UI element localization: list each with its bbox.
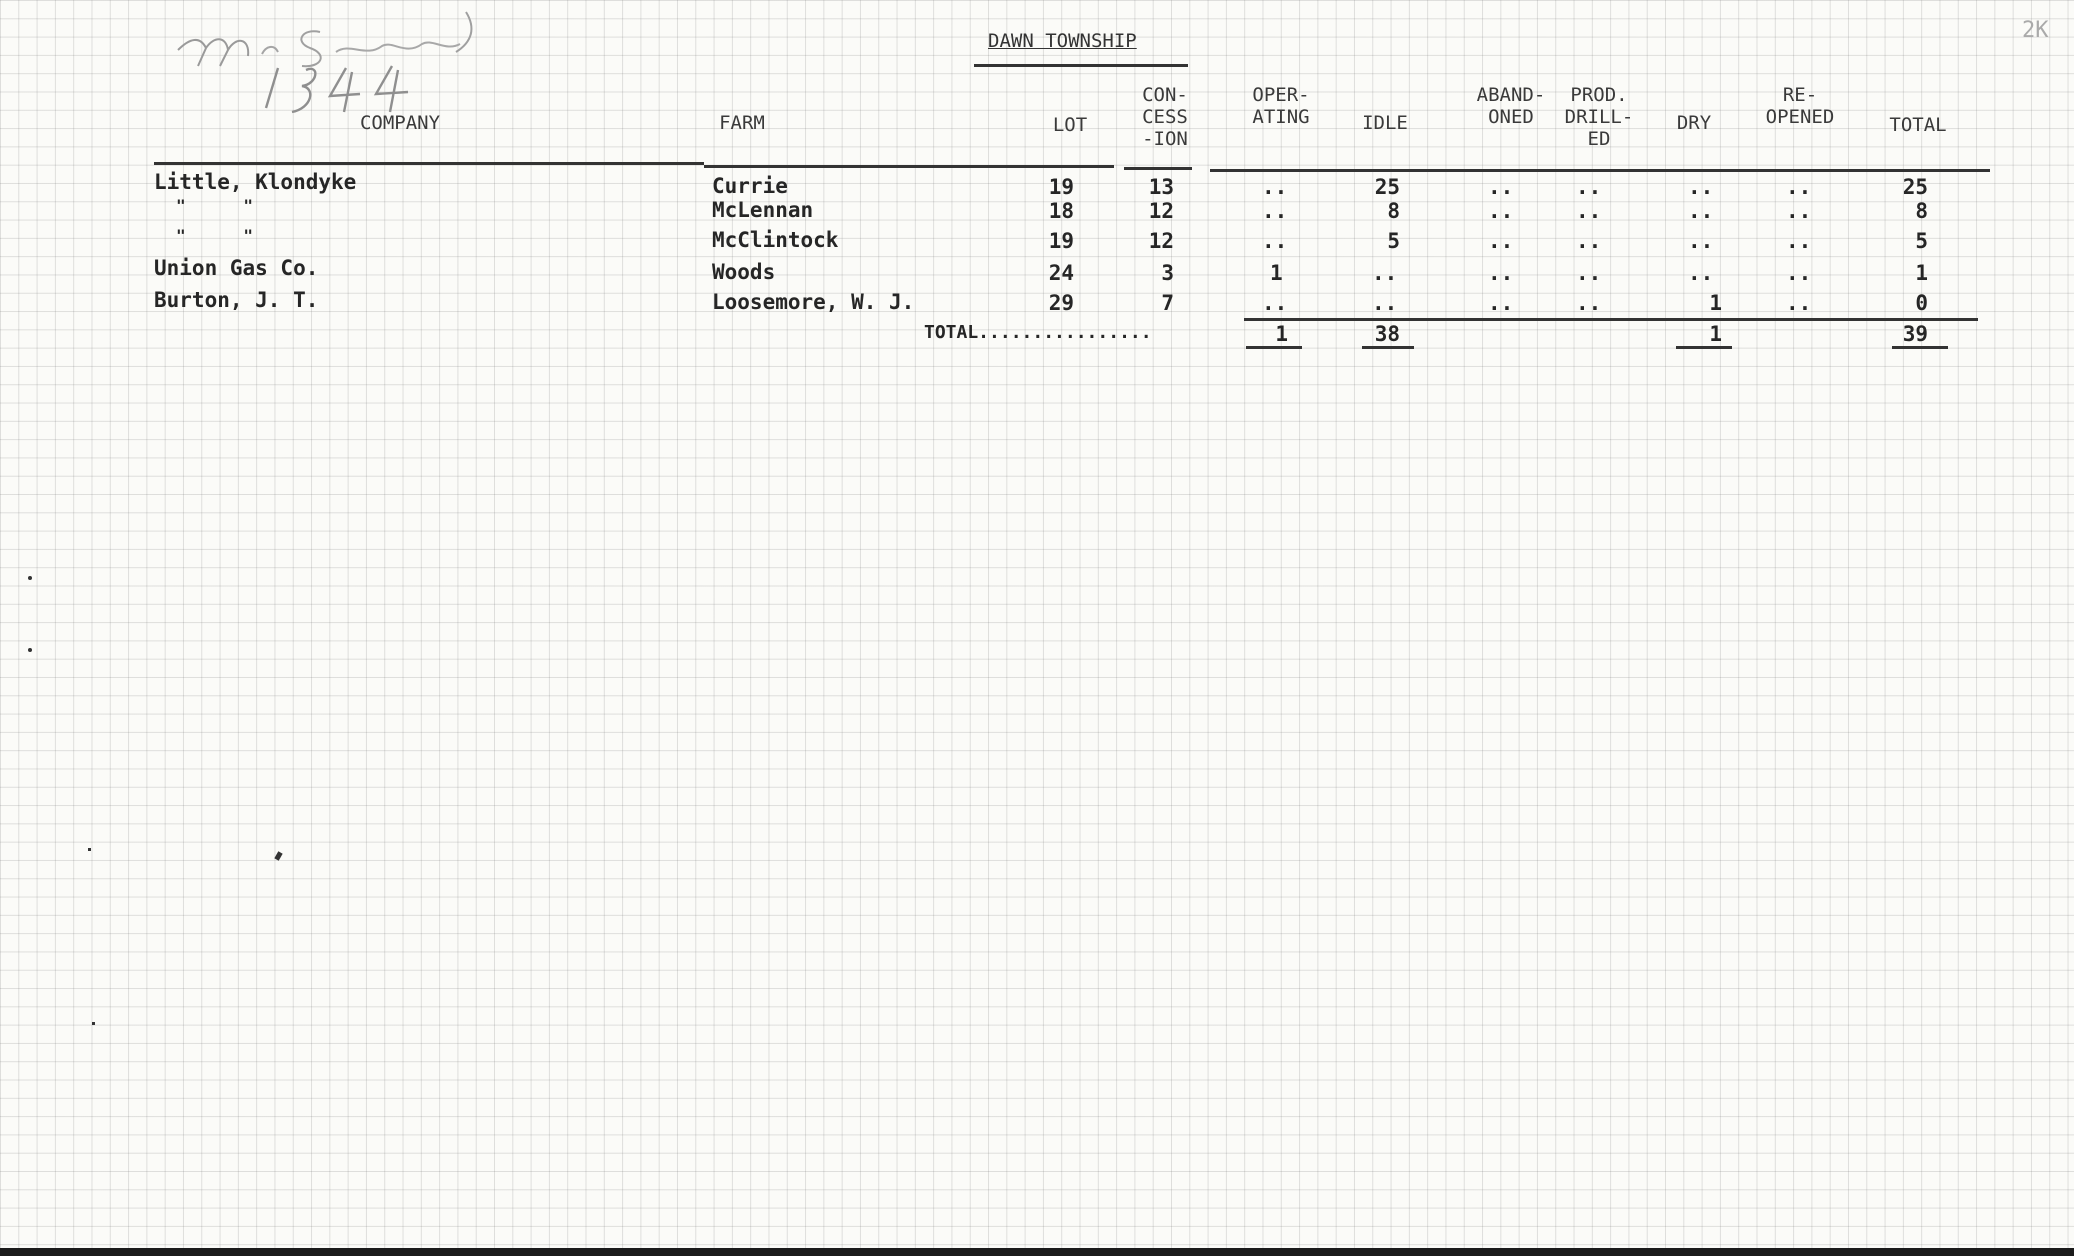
row-2-dry: .. — [1688, 199, 1714, 223]
row-2-total: 8 — [1915, 199, 1928, 223]
header-company: COMPANY — [359, 112, 441, 134]
header-idle: IDLE — [1362, 112, 1408, 134]
row-3-company: " " — [176, 226, 254, 245]
row-1-dry: .. — [1688, 175, 1714, 199]
row-1-concession: 13 — [1148, 175, 1174, 199]
page-title: DAWN TOWNSHIP — [988, 30, 1137, 52]
speck — [28, 576, 32, 580]
totals-total-underline — [1892, 346, 1948, 349]
row-2-idle: 8 — [1387, 199, 1400, 223]
row-3-farm: McClintock — [712, 228, 839, 252]
row-5-total: 0 — [1915, 291, 1928, 315]
row-4-reopened: .. — [1786, 261, 1812, 285]
row-1-reopened: .. — [1786, 175, 1812, 199]
row-2-company: " " — [176, 196, 254, 215]
row-3-total: 5 — [1915, 229, 1928, 253]
row-4-farm: Woods — [712, 260, 776, 284]
row-5-prod-drilled: .. — [1576, 291, 1602, 315]
speck — [92, 1022, 95, 1025]
row-1-operating: .. — [1262, 175, 1288, 199]
row-2-farm: McLennan — [712, 198, 814, 222]
row-3-dry: .. — [1688, 229, 1714, 253]
header-lot: LOT — [1052, 114, 1088, 136]
row-1-company: Little, Klondyke — [154, 170, 357, 194]
row-2-prod-drilled: .. — [1576, 199, 1602, 223]
title-underline — [974, 64, 1188, 67]
totals-rule — [1244, 318, 1978, 321]
row-2-abandoned: .. — [1488, 199, 1514, 223]
row-1-abandoned: .. — [1488, 175, 1514, 199]
header-rule-counts — [1210, 169, 1990, 172]
row-1-idle: 25 — [1374, 175, 1400, 199]
totals-idle: 38 — [1374, 322, 1400, 346]
card-bottom-edge — [0, 1248, 2074, 1256]
row-2-reopened: .. — [1786, 199, 1812, 223]
row-5-idle: .. — [1372, 291, 1398, 315]
row-5-farm: Loosemore, W. J. — [712, 290, 915, 314]
totals-idle-underline — [1362, 346, 1414, 349]
speck — [88, 848, 91, 851]
header-prod-drilled: PROD. DRILL- ED — [1564, 84, 1634, 150]
row-3-abandoned: .. — [1488, 229, 1514, 253]
row-1-lot: 19 — [1048, 175, 1074, 199]
row-2-lot: 18 — [1048, 199, 1074, 223]
corner-mark: 2K — [2022, 18, 2049, 43]
row-5-dry: 1 — [1709, 291, 1722, 315]
totals-label: TOTAL................ — [924, 322, 1152, 343]
header-rule-company — [154, 162, 704, 165]
totals-operating: 1 — [1275, 322, 1288, 346]
row-5-reopened: .. — [1786, 291, 1812, 315]
row-5-concession: 7 — [1161, 291, 1174, 315]
row-1-prod-drilled: .. — [1576, 175, 1602, 199]
row-4-total: 1 — [1915, 261, 1928, 285]
row-3-reopened: .. — [1786, 229, 1812, 253]
totals-total: 39 — [1902, 322, 1928, 346]
row-2-operating: .. — [1262, 199, 1288, 223]
totals-dry: 1 — [1709, 322, 1722, 346]
row-2-concession: 12 — [1148, 199, 1174, 223]
speck — [274, 851, 282, 860]
row-3-prod-drilled: .. — [1576, 229, 1602, 253]
totals-operating-underline — [1246, 346, 1302, 349]
row-4-lot: 24 — [1048, 261, 1074, 285]
row-1-farm: Currie — [712, 174, 788, 198]
row-5-operating: .. — [1262, 291, 1288, 315]
row-4-abandoned: .. — [1488, 261, 1514, 285]
totals-dry-underline — [1676, 346, 1732, 349]
row-3-lot: 19 — [1048, 229, 1074, 253]
header-farm: FARM — [719, 112, 765, 134]
header-operating: OPER- ATING — [1252, 84, 1310, 128]
row-5-abandoned: .. — [1488, 291, 1514, 315]
row-4-idle: .. — [1372, 261, 1398, 285]
header-reopened: RE- OPENED — [1765, 84, 1835, 128]
row-4-concession: 3 — [1161, 261, 1174, 285]
row-4-company: Union Gas Co. — [154, 256, 319, 280]
row-4-dry: .. — [1688, 261, 1714, 285]
row-5-company: Burton, J. T. — [154, 288, 319, 312]
speck — [28, 648, 32, 652]
row-4-prod-drilled: .. — [1576, 261, 1602, 285]
row-1-total: 25 — [1902, 175, 1928, 199]
header-total: TOTAL — [1889, 114, 1947, 136]
row-3-idle: 5 — [1387, 229, 1400, 253]
row-4-operating: 1 — [1270, 261, 1283, 285]
row-3-operating: .. — [1262, 229, 1288, 253]
header-rule-concession — [1124, 167, 1192, 170]
header-abandoned: ABAND- ONED — [1476, 84, 1546, 128]
row-5-lot: 29 — [1048, 291, 1074, 315]
header-rule-farm — [704, 165, 1114, 168]
header-concession: CON- CESS -ION — [1142, 84, 1188, 150]
row-3-concession: 12 — [1148, 229, 1174, 253]
handwritten-annotation — [170, 8, 510, 128]
header-dry: DRY — [1676, 112, 1712, 134]
